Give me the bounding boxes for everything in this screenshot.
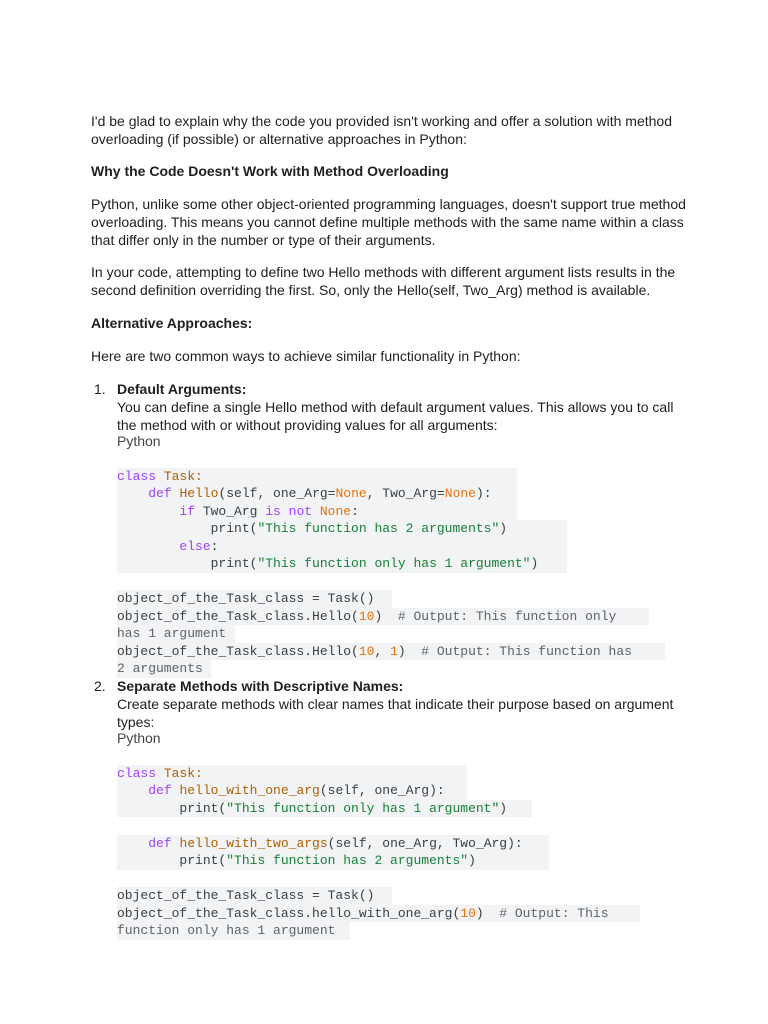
code-token: hello_with_two_args — [179, 835, 328, 851]
why-paragraph — [91, 195, 691, 249]
why-line-2: overloading. This means you cannot define multiple methods with the same name within a class — [91, 214, 684, 230]
code-token: "This function only has 1 argument" — [226, 800, 500, 816]
code-language-label-2: Python — [117, 730, 161, 746]
code-token: 10 — [460, 905, 476, 921]
code-token: 1 — [390, 643, 398, 659]
code1-line-10 — [117, 643, 665, 661]
code1-line-11 — [117, 660, 211, 678]
code-token: "This function has 2 arguments" — [226, 853, 469, 868]
code-token: def — [148, 486, 172, 501]
code1-blank-line — [117, 573, 665, 591]
code-expl-line-1: In your code, attempting to define two Hello methods with different argument lists results in the — [91, 264, 676, 280]
code-token: , — [374, 643, 391, 659]
list-number-1: 1. — [94, 381, 106, 397]
code-token: has 1 argument — [117, 626, 227, 641]
code-expl-line-2: second definition overriding the first. So, only the Hello(self, Two_Arg) method is available. — [91, 282, 651, 298]
code-token: # Output: This — [499, 905, 609, 921]
alternatives-heading: Alternative Approaches: — [91, 315, 253, 331]
code-token: Task: — [163, 765, 203, 781]
code-token: None — [335, 486, 367, 501]
code-token: else — [179, 538, 211, 554]
code-token: , Two_Arg= — [366, 486, 445, 501]
code-token: "This function has 2 arguments" — [257, 521, 500, 536]
code-token: object_of_the_Task_class.Hello( — [117, 643, 359, 659]
code2-line-4 — [117, 835, 549, 853]
code-token: (self, one_Arg= — [218, 486, 336, 501]
code-token: ) — [374, 608, 398, 624]
code-token: object_of_the_Task_class.hello_with_one_arg( — [117, 905, 461, 921]
code-token: print( — [179, 853, 227, 868]
list-text-2-line-1: Create separate methods with clear names that indicate their purpose based on argument — [117, 696, 674, 712]
list-text-1-line-2: the method with or without providing values for all arguments: — [117, 417, 498, 433]
why-heading: Why the Code Doesn't Work with Method Overloading — [91, 163, 449, 179]
code-token: class — [117, 765, 157, 781]
code-token: Task: — [163, 468, 203, 484]
code1-line-6 — [117, 555, 567, 573]
list-title-1: Default Arguments: — [117, 381, 247, 397]
code-token: ) — [468, 853, 476, 868]
code1-line-7: object_of_the_Task_class = Task() — [117, 590, 392, 608]
code-token: None — [444, 486, 476, 501]
code1-line-2 — [117, 485, 517, 503]
intro-line-1: I'd be glad to explain why the code you provided isn't working and offer a solution with method — [91, 113, 672, 129]
list-text-1-line-1: You can define a single Hello method with default argument values. This allows you to call — [117, 399, 674, 415]
code2-line-1 — [117, 765, 467, 783]
code2-line-8 — [117, 922, 350, 940]
code2-line-5 — [117, 852, 549, 870]
code-language-label-1: Python — [117, 433, 161, 449]
code1-line-1 — [117, 468, 517, 486]
code1-line-8 — [117, 608, 649, 626]
list-text-2-line-2: types: — [117, 714, 155, 730]
code-token: Two_Arg — [195, 503, 266, 519]
code-token: ): — [475, 486, 492, 501]
code1-line-4 — [117, 520, 567, 538]
code-token: if — [179, 503, 196, 519]
code2-line-6: object_of_the_Task_class = Task() — [117, 887, 392, 905]
code-token: def — [148, 835, 172, 851]
code1-line-3 — [117, 503, 517, 521]
list-number-2: 2. — [94, 678, 106, 694]
why-line-3: that differ only in the number or type of their arguments. — [91, 232, 436, 248]
code-token: is not — [265, 503, 313, 519]
list-title-2: Separate Methods with Descriptive Names: — [117, 678, 404, 694]
code-block-1 — [117, 450, 665, 678]
code-token: "This function only has 1 argument" — [257, 556, 531, 571]
code-token: ) — [475, 905, 500, 921]
code-token: ) — [530, 556, 539, 571]
intro-line-2: overloading (if possible) or alternative approaches in Python: — [91, 131, 467, 147]
code-token: ) — [499, 800, 508, 816]
code-token: : — [210, 538, 219, 554]
code-token: (self, one_Arg, Two_Arg): — [327, 835, 523, 851]
code-token: 10 — [358, 643, 375, 659]
code2-line-2 — [117, 782, 467, 800]
code-token: class — [117, 468, 157, 484]
code2-blank-line-1 — [117, 817, 640, 835]
code2-line-3 — [117, 800, 532, 818]
code-token: # Output: This function has — [421, 643, 632, 659]
code2-line-7 — [117, 905, 640, 923]
code-token: print( — [210, 556, 258, 571]
code-token: : — [351, 503, 359, 519]
code-token: # Output: This function only — [397, 608, 617, 624]
why-line-1: Python, unlike some other object-oriented programming languages, doesn't support true method — [91, 196, 686, 212]
code-token: print( — [210, 521, 258, 536]
code-token: def — [148, 783, 172, 798]
list-text-2 — [117, 695, 697, 731]
intro-paragraph — [91, 112, 691, 148]
alternatives-intro: Here are two common ways to achieve similar functionality in Python: — [91, 348, 521, 364]
code-token: 10 — [358, 608, 375, 624]
code-explanation-paragraph — [91, 263, 691, 299]
code-token: ) — [499, 521, 508, 536]
code1-line-5 — [117, 538, 567, 556]
code-token: hello_with_one_arg — [179, 783, 320, 798]
code-token — [312, 504, 320, 519]
code-token: 2 arguments — [117, 661, 203, 676]
code-token: None — [319, 503, 352, 519]
code-token: (self, one_Arg): — [319, 783, 445, 798]
code1-line-9 — [117, 625, 235, 643]
code-token: print( — [179, 800, 227, 816]
code2-blank-line-2 — [117, 870, 640, 888]
code-token: Hello — [179, 486, 219, 501]
code-token: function only has 1 argument — [117, 923, 336, 938]
list-text-1 — [117, 398, 697, 434]
code-token: ) — [397, 643, 422, 659]
code-block-2 — [117, 747, 640, 940]
code-token: object_of_the_Task_class.Hello( — [117, 608, 359, 624]
